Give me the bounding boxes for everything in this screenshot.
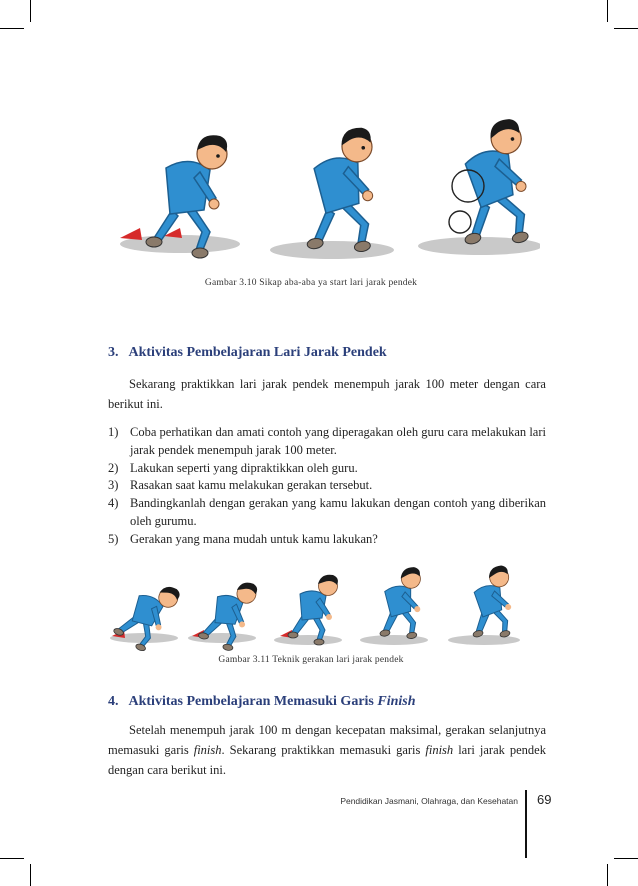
sprint-technique-figure xyxy=(104,560,540,652)
crop-mark xyxy=(614,28,638,29)
section-number: 3. xyxy=(108,345,119,360)
section-number: 4. xyxy=(108,694,119,709)
section-title: Aktivitas Pembelajaran Memasuki Garis xyxy=(128,694,378,709)
crop-mark xyxy=(614,858,638,859)
sprint-start-figure xyxy=(110,110,540,270)
list-item: 4) Bandingkanlah dengan gerakan yang kamu lakukan dengan contoh yang diberikan oleh gurumu. xyxy=(108,496,546,528)
book-title: Pendidikan Jasmani, Olahraga, dan Kesehatan xyxy=(340,796,518,806)
section-heading xyxy=(108,694,416,710)
list-item: 2) Lakukan seperti yang dipraktikkan oleh guru. xyxy=(108,460,358,475)
crop-mark xyxy=(607,864,608,886)
crop-mark xyxy=(30,864,31,886)
section-heading xyxy=(108,345,387,361)
crop-mark xyxy=(0,858,24,859)
crop-mark xyxy=(0,28,24,29)
crop-mark xyxy=(30,0,31,22)
figure-caption: Gambar 3.10 Sikap aba-aba ya start lari jarak pendek xyxy=(204,278,418,288)
intro-paragraph: Sekarang praktikkan lari jarak pendek menempuh jarak 100 meter dengan cara berikut ini. xyxy=(108,377,546,411)
list-item: 5) Gerakan yang mana mudah untuk kamu lakukan? xyxy=(108,531,378,546)
section-title: Aktivitas Pembelajaran Lari Jarak Pendek xyxy=(128,345,387,360)
section-title-italic: Finish xyxy=(377,694,416,709)
page-divider xyxy=(525,790,527,858)
page-number: 69 xyxy=(537,792,552,807)
body-paragraph: Setelah menempuh jarak 100 m dengan kecepatan maksimal, gerakan selanjutnya memasuki garis finish. Sekarang praktikkan memasuki garis finish lari jarak pendek dengan cara berikut ini. xyxy=(108,723,546,777)
list-item: 3) Rasakan saat kamu melakukan gerakan tersebut. xyxy=(108,478,373,493)
crop-mark xyxy=(607,0,608,22)
list-item: 1) Coba perhatikan dan amati contoh yang diperagakan oleh guru cara melakukan lari jarak pendek menempuh jarak 100 meter. xyxy=(108,425,546,457)
figure-caption: Gambar 3.11 Teknik gerakan lari jarak pendek xyxy=(218,655,404,665)
step-list xyxy=(108,424,546,549)
